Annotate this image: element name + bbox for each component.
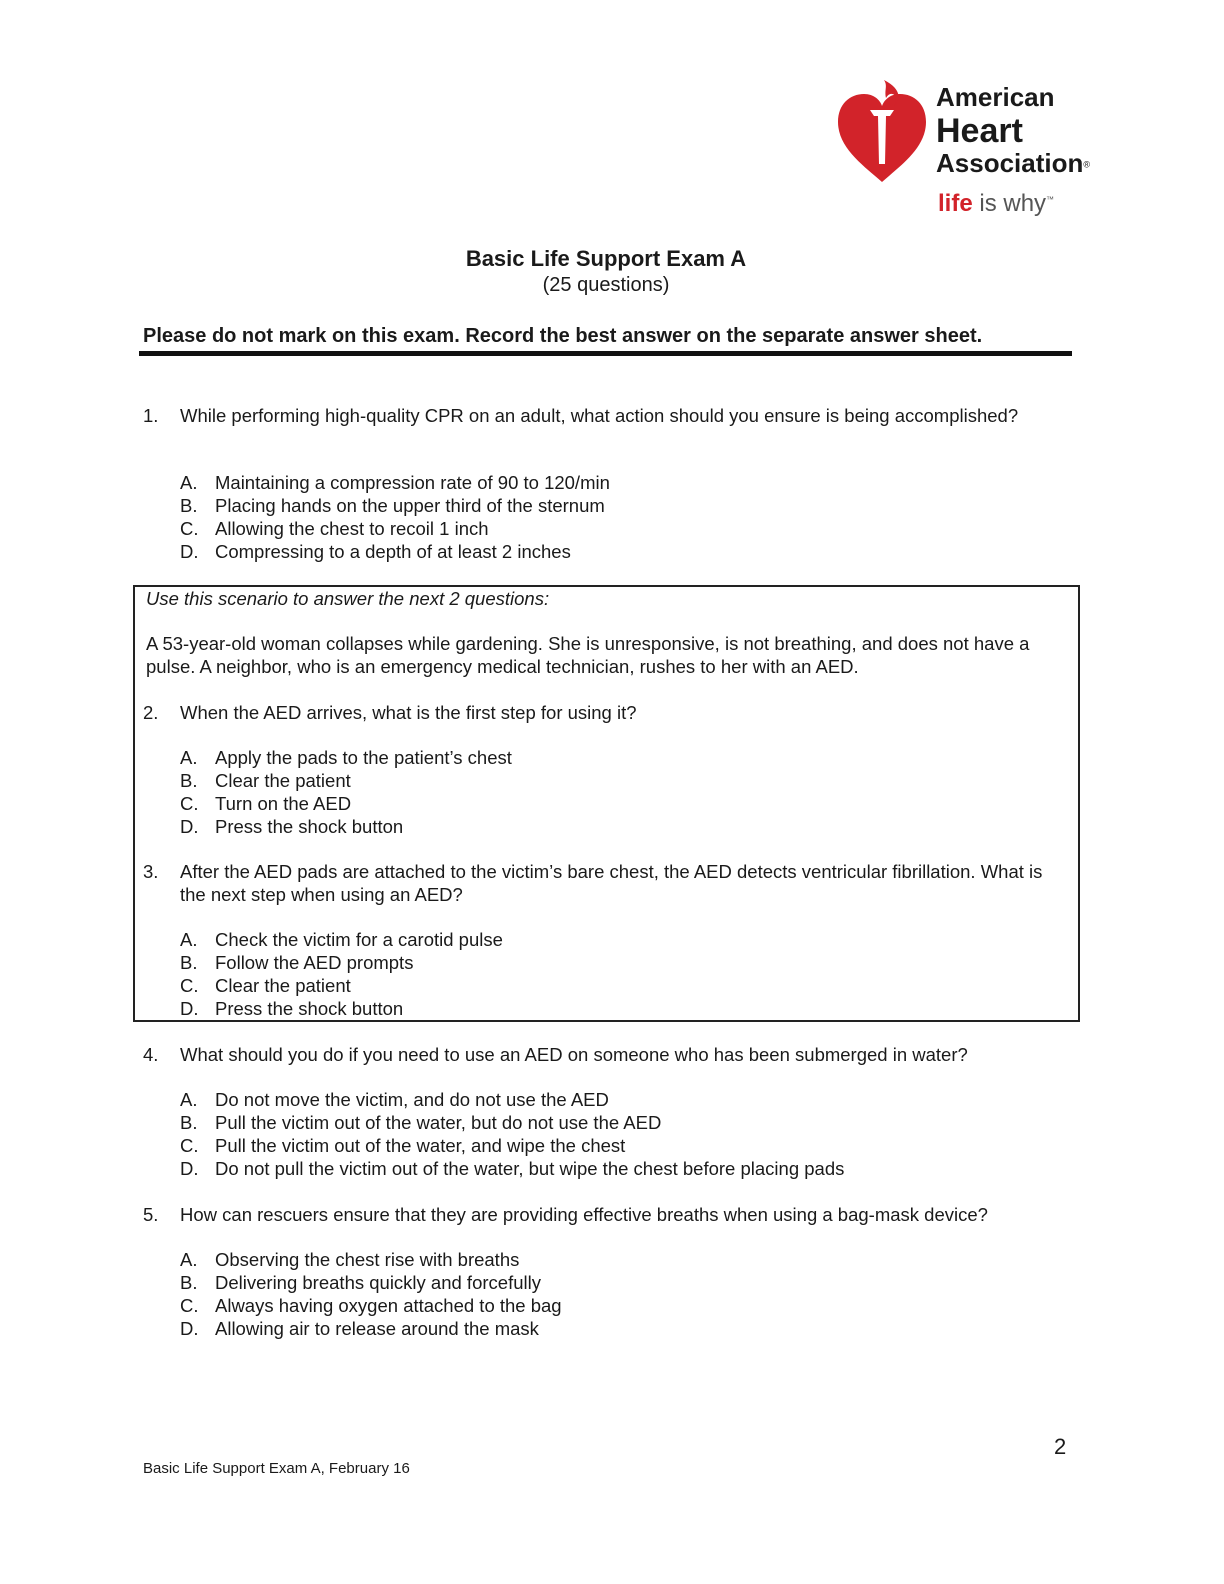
option-letter: D.	[180, 1318, 199, 1339]
option-list	[180, 1248, 562, 1340]
option-letter: A.	[180, 747, 198, 768]
option-a	[180, 746, 512, 769]
aha-logo	[834, 70, 1108, 224]
question-5	[143, 1203, 1063, 1343]
tagline-rest: is why	[972, 190, 1047, 217]
tagline-life: life	[938, 190, 973, 217]
option-letter: B.	[180, 770, 198, 791]
option-text: Do not move the victim, and do not use the AED	[215, 1089, 609, 1110]
option-text: Pull the victim out of the water, but do not use the AED	[215, 1112, 662, 1133]
option-letter: B.	[180, 1272, 198, 1293]
question-number: 1.	[143, 405, 159, 426]
option-letter: C.	[180, 1295, 199, 1316]
question-number: 4.	[143, 1044, 159, 1065]
option-letter: A.	[180, 1089, 198, 1110]
exam-subtitle: (25 questions)	[542, 274, 670, 296]
option-c	[180, 517, 610, 540]
question-number: 3.	[143, 861, 159, 882]
question-number: 2.	[143, 702, 159, 723]
trademark-mark: ™	[1046, 195, 1055, 204]
option-text: Apply the pads to the patient’s chest	[215, 747, 512, 768]
option-text: Compressing to a depth of at least 2 inches	[215, 541, 571, 562]
option-d	[180, 1317, 562, 1340]
question-text: What should you do if you need to use an AED on someone who has been submerged in water?	[180, 1044, 968, 1065]
option-text: Placing hands on the upper third of the sternum	[215, 495, 605, 516]
option-letter: D.	[180, 541, 199, 562]
question-2	[143, 701, 1063, 837]
option-text: Pull the victim out of the water, and wipe the chest	[215, 1135, 626, 1156]
option-letter: A.	[180, 929, 198, 950]
option-text: Turn on the AED	[215, 793, 352, 814]
header-divider	[139, 351, 1072, 356]
heart-torch-icon	[834, 76, 930, 188]
option-c	[180, 1134, 844, 1157]
option-letter: A.	[180, 472, 198, 493]
option-b	[180, 1271, 562, 1294]
option-text: Do not pull the victim out of the water, but wipe the chest before placing pads	[215, 1158, 845, 1179]
option-d	[180, 997, 503, 1020]
option-a	[180, 928, 503, 951]
page-number: 2	[1054, 1434, 1067, 1459]
option-letter: C.	[180, 975, 199, 996]
logo-association-word: Association	[936, 148, 1084, 178]
option-text: Delivering breaths quickly and forcefully	[215, 1272, 541, 1293]
logo-line-heart: Heart	[936, 112, 1023, 150]
question-number: 5.	[143, 1204, 159, 1225]
option-text: Follow the AED prompts	[215, 952, 414, 973]
question-1	[143, 404, 1063, 564]
option-a	[180, 1248, 562, 1271]
option-c	[180, 1294, 562, 1317]
logo-tagline	[938, 190, 1054, 218]
option-text: Press the shock button	[215, 816, 404, 837]
scenario-text: A 53-year-old woman collapses while gardening. She is unresponsive, is not breathing, and does not have a pulse. A neighbor, who is an emergency medical technician, rushes to her with an AED.	[146, 633, 1030, 677]
question-text: When the AED arrives, what is the first step for using it?	[180, 702, 637, 723]
registered-mark: ®	[1083, 159, 1091, 170]
option-letter: B.	[180, 952, 198, 973]
option-letter: D.	[180, 998, 199, 1019]
option-text: Maintaining a compression rate of 90 to 120/min	[215, 472, 610, 493]
option-text: Check the victim for a carotid pulse	[215, 929, 503, 950]
option-d	[180, 540, 610, 563]
option-c	[180, 792, 512, 815]
option-letter: B.	[180, 1112, 198, 1133]
question-text: How can rescuers ensure that they are providing effective breaths when using a bag-mask device?	[180, 1204, 988, 1225]
option-a	[180, 471, 610, 494]
option-b	[180, 951, 503, 974]
question-text: After the AED pads are attached to the victim’s bare chest, the AED detects ventricular fibrillation. What is the next step when using an AED?	[180, 861, 1043, 905]
option-letter: B.	[180, 495, 198, 516]
option-text: Clear the patient	[215, 770, 351, 791]
option-b	[180, 494, 610, 517]
option-b	[180, 769, 512, 792]
option-a	[180, 1088, 844, 1111]
scenario-intro: Use this scenario to answer the next 2 questions:	[146, 588, 550, 609]
option-text: Allowing air to release around the mask	[215, 1318, 539, 1339]
option-text: Clear the patient	[215, 975, 351, 996]
option-list	[180, 471, 610, 563]
option-text: Press the shock button	[215, 998, 404, 1019]
logo-line-association	[936, 150, 1090, 176]
question-3	[143, 860, 1063, 1019]
logo-wordmark	[936, 84, 1090, 176]
option-list	[180, 928, 503, 1020]
option-d	[180, 815, 512, 838]
option-letter: A.	[180, 1249, 198, 1270]
page-footer: Basic Life Support Exam A, February 16	[143, 1460, 410, 1477]
option-b	[180, 1111, 844, 1134]
option-letter: C.	[180, 793, 199, 814]
option-letter: D.	[180, 1158, 199, 1179]
option-list	[180, 1088, 844, 1180]
option-d	[180, 1157, 844, 1180]
exam-instruction: Please do not mark on this exam. Record the best answer on the separate answer sheet.	[143, 325, 983, 347]
option-letter: C.	[180, 518, 199, 539]
option-text: Observing the chest rise with breaths	[215, 1249, 520, 1270]
option-c	[180, 974, 503, 997]
option-letter: D.	[180, 816, 199, 837]
exam-title: Basic Life Support Exam A	[465, 246, 747, 271]
question-text: While performing high-quality CPR on an adult, what action should you ensure is being accomplished?	[180, 405, 1019, 426]
option-text: Allowing the chest to recoil 1 inch	[215, 518, 489, 539]
option-list	[180, 746, 512, 838]
question-4	[143, 1043, 1063, 1183]
option-text: Always having oxygen attached to the bag	[215, 1295, 562, 1316]
logo-line-american: American	[936, 82, 1055, 112]
option-letter: C.	[180, 1135, 199, 1156]
